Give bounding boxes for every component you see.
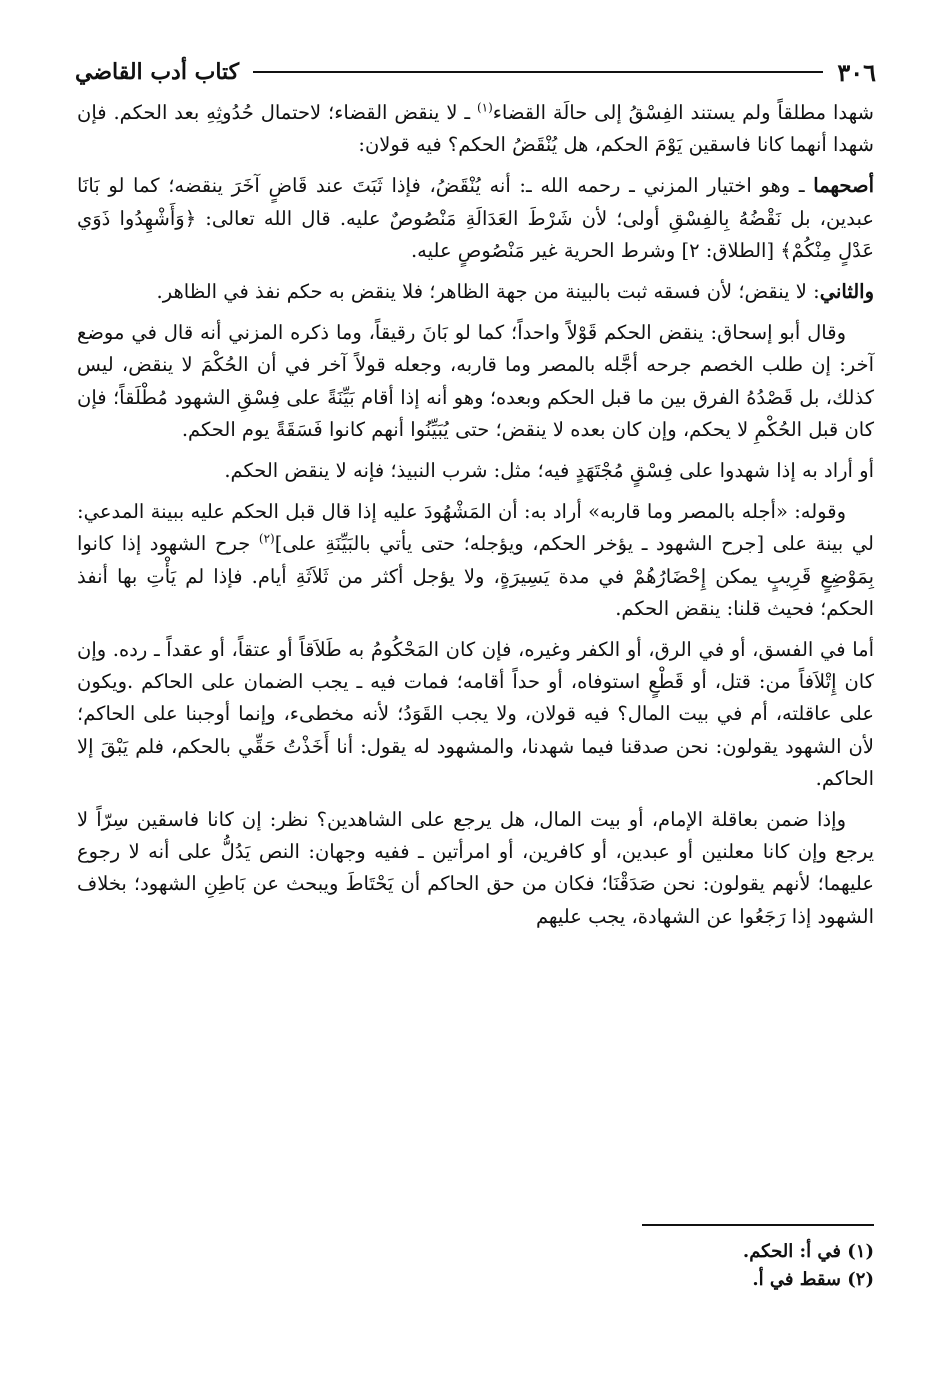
paragraph-lead: أصحهما	[813, 174, 874, 198]
paragraph-lead: والثاني	[819, 280, 874, 304]
paragraph-text: وإذا ضمن بعاقلة الإمام، أو بيت المال، هل يرجع على الشاهدين؟ نظر: إن كانا فاسقين سِرّاً لا يرجع وإن كانا معلنين أو عبدين، أو كافرين، أو امرأتين ـ ففيه وجهان: النص يَدُلُّ على أنه لا رجوع عليهما؛ لأنهم يقولون: نحن صَدَقْنَا؛ فكان من حق الحاكم أن يَحْتَاطَ ويبحث عن بَاطِنِ الشهود؛ بخلاف الشهود إذا رَجَعُوا عن الشهادة، يجب عليهم	[77, 808, 874, 928]
paragraph-tail: جرح الشهود إذا كانوا بِمَوْضِعٍ قَرِيبٍ يمكن إِحْضَارُهُمْ في مدة يَسِيرَةٍ، ولا يؤجل أكثر من ثَلاَثَةِ أيام. فإذا لم يَأْتِ بها أنفذ الحكم؛ فحيث قلنا: ينقض الحكم.	[77, 532, 874, 620]
footnotes	[300, 1238, 874, 1294]
paragraph-text: أو أراد به إذا شهدوا على فِسْقٍ مُجْتَهَدٍ فيه؛ مثل: شرب النبيذ؛ فإنه لا ينقض الحكم.	[224, 459, 874, 483]
paragraph	[77, 496, 874, 625]
footnote-marker: (٢)	[258, 531, 275, 546]
paragraph-text: أما في الفسق، أو في الرق، أو الكفر وغيره، فإن كان المَحْكُومُ به طَلاَقاً أو عتقاً، أو عقداً ـ رده. وإن كان إِتْلاَفاً من: قتل، أو قَطْعٍ استوفاه، أو حداً أقامه؛ فمات فيه ـ يجب الضمان على الحاكم .ويكون على عاقلته، أم في بيت المال؟ فيه قولان، ولا يجب القَوَدُ؛ لأنه مخطىء، وإنما أوجبنا على الحاكم؛ لأن الشهود يقولون: نحن صدقنا فيما شهدنا، والمشهود له يقول: أنا أَخَذْتُ حَقِّي بالحكم، فلم يَبْقَ إلا الحاكم.	[77, 638, 874, 790]
paragraph-text: وقال أبو إسحاق: ينقض الحكم قَوْلاً واحداً؛ كما لو بَانَ رقيقاً، وما ذكره المزني أنه قال في موضع آخر: إن طلب الخصم جرحه أجَّله بالمصر وما قاربه، وجعله قولاً آخر في أن الحُكْمَ لا ينقض، ليس كذلك، بل قَصْدُهُ الفرق بين ما قبل الحكم وبعده؛ وهو أنه إذا أقام بَيِّنَةً على فِسْقِ الشهود مُطْلَقاً؛ فإن كان قبل الحُكْمِ لا يحكم، وإن كان بعده لا ينقض؛ حتى يُبَيِّنُوا أنهم كانوا فَسَقَةً يوم الحكم.	[77, 321, 874, 441]
header-rule	[253, 71, 823, 73]
footnote: (٢) سقط في أ.	[752, 1269, 874, 1290]
paragraph	[77, 634, 874, 795]
footnote-marker: (١)	[476, 100, 493, 115]
paragraph-text: ـ وهو اختيار المزني ـ رحمه الله ـ: أنه يُنْقَضُ، فإذا ثَبَتَ عند قَاضٍ آخَرَ ينقضه؛ كما لو بَانَا عبدين، بل نَقْضُهُ بِالفِسْقِ أولى؛ لأن شَرْطَ العَدَالَةِ مَنْصُوصٌ عليه. قال الله تعالى: ﴿وَأَشْهِدُوا ذَوَي عَدْلٍ مِنْكُمْ﴾ [الطلاق: ٢] وشرط الحرية غير مَنْصُوصٍ عليه.	[77, 174, 874, 262]
paragraph	[77, 170, 874, 267]
page-number: ٣٠٦	[837, 57, 876, 87]
paragraph	[77, 276, 874, 308]
paragraph	[77, 455, 874, 487]
paragraph	[77, 97, 874, 161]
book-title: كتاب أدب القاضي	[75, 59, 240, 85]
footnote-rule	[642, 1224, 874, 1226]
paragraph	[77, 317, 874, 446]
paragraph-text: : لا ينقض؛ لأن فسقه ثبت بالبينة من جهة الظاهر؛ فلا ينقض به حكم نفذ في الظاهر.	[156, 280, 820, 304]
paragraph-tail: ـ لا ينقض القضاء؛ لاحتمال حُدُوثِهِ بعد الحكم. فإن شهدا أنهما كانا فاسقين يَوْمَ الحكم، هل يُنْقَضُ الحكم؟ فيه قولان:	[77, 101, 874, 157]
footnote: (١) في أ: الحكم.	[742, 1241, 874, 1262]
main-text	[77, 97, 874, 942]
paragraph-text: وقوله: «أجله بالمصر وما قاربه» أراد به: أن المَشْهُودَ عليه إذا قال قبل الحكم عليه ببينة المدعي: لي بينة على [جرح الشهود ـ يؤخر الحكم، ويؤجله؛ حتى يأتي بالبَيِّنَةِ على]	[77, 500, 874, 556]
paragraph	[77, 804, 874, 933]
paragraph-text: شهدا مطلقاً ولم يستند الفِسْقُ إلى حالَة القضاء	[492, 101, 874, 124]
page-header	[75, 52, 876, 92]
